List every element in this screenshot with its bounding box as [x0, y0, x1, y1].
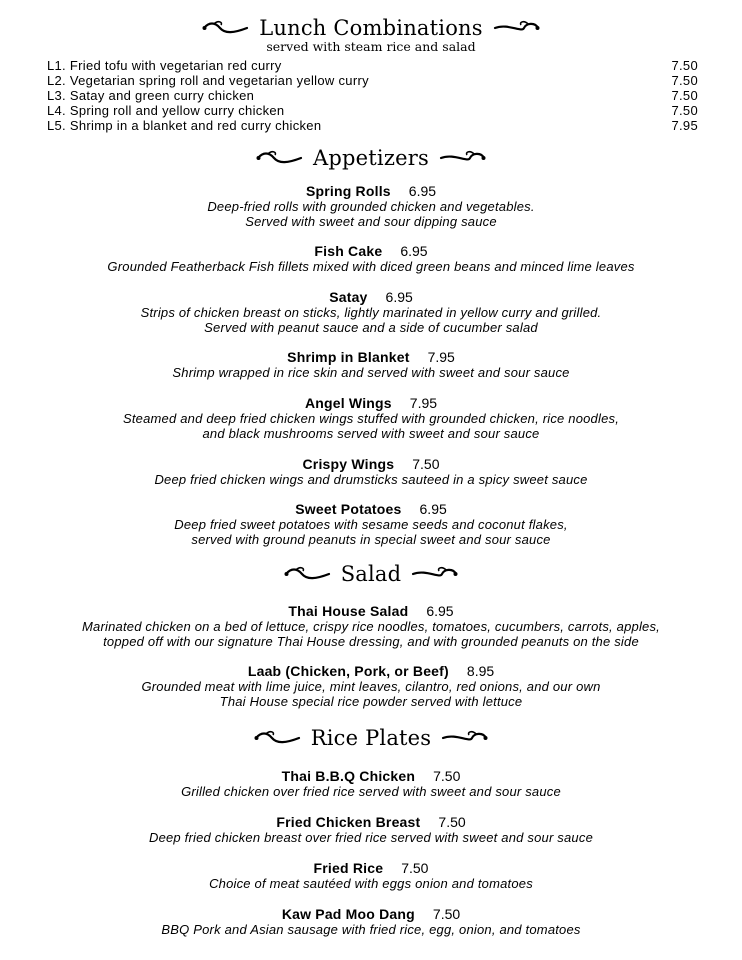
right-flourish-icon	[439, 149, 487, 167]
appetizers-header	[0, 146, 742, 170]
item-price: 6.95	[385, 289, 413, 305]
item-description: Grounded meat with lime juice, mint leaves, cilantro, red onions, and our own	[141, 679, 601, 694]
lunch-item-price: 7.95	[671, 118, 698, 133]
salad-header	[0, 562, 742, 586]
item-price: 7.50	[432, 906, 461, 922]
lunch-item-name: L3. Satay and green curry chicken	[47, 88, 255, 103]
lunch-item	[47, 73, 698, 88]
item-name: Fried Chicken Breast	[276, 814, 421, 830]
salad-item	[0, 663, 742, 709]
appetizers-item	[0, 501, 742, 547]
item-name: Thai B.B.Q Chicken	[281, 768, 416, 784]
right-flourish-icon	[411, 565, 459, 583]
lunch-title: Lunch Combinations	[259, 16, 483, 40]
lunch-item	[47, 103, 698, 118]
lunch-item-name: L2. Vegetarian spring roll and vegetarian yellow curry	[47, 73, 369, 88]
appetizers-item	[0, 349, 742, 380]
right-flourish-icon	[493, 19, 541, 37]
rice-section	[0, 726, 742, 750]
lunch-item-price: 7.50	[671, 73, 698, 88]
appetizers-item	[0, 183, 742, 229]
item-description: Strips of chicken breast on sticks, lightly marinated in yellow curry and grilled.	[140, 305, 602, 320]
item-name: Satay	[329, 289, 368, 305]
lunch-section	[0, 16, 742, 133]
item-name: Angel Wings	[304, 395, 392, 411]
item-name: Laab (Chicken, Pork, or Beef)	[247, 663, 449, 679]
item-name: Kaw Pad Moo Dang	[281, 906, 415, 922]
item-description: Deep fried sweet potatoes with sesame seeds and coconut flakes,	[174, 517, 568, 532]
appetizers-section	[0, 146, 742, 170]
item-price: 6.95	[419, 501, 447, 517]
item-name: Shrimp in Blanket	[287, 349, 410, 365]
lunch-item	[47, 118, 698, 133]
item-name: Sweet Potatoes	[295, 501, 402, 517]
lunch-item-name: L1. Fried tofu with vegetarian red curry	[47, 58, 282, 73]
item-price: 8.95	[466, 663, 495, 679]
item-description: Grilled chicken over fried rice served with sweet and sour sauce	[181, 784, 561, 799]
item-description: Served with peanut sauce and a side of cucumber salad	[204, 320, 538, 335]
left-flourish-icon	[201, 19, 249, 37]
appetizers-item	[0, 456, 742, 487]
appetizers-item	[0, 243, 742, 274]
lunch-item-name: L4. Spring roll and yellow curry chicken	[47, 103, 285, 118]
item-description: Marinated chicken on a bed of lettuce, crispy rice noodles, tomatoes, cucumbers, carrots, apples,	[82, 619, 660, 634]
lunch-item-price: 7.50	[671, 58, 698, 73]
rice-title: Rice Plates	[310, 726, 432, 750]
item-price: 7.50	[438, 814, 466, 830]
left-flourish-icon	[255, 149, 303, 167]
lunch-item-name: L5. Shrimp in a blanket and red curry chicken	[47, 118, 322, 133]
item-price: 6.95	[408, 183, 437, 199]
salad-item	[0, 603, 742, 649]
item-description: Steamed and deep fried chicken wings stuffed with grounded chicken, rice noodles,	[122, 411, 620, 426]
item-description: Served with sweet and sour dipping sauce	[245, 214, 497, 229]
appetizers-item	[0, 289, 742, 335]
item-description: Shrimp wrapped in rice skin and served with sweet and sour sauce	[172, 365, 570, 380]
item-description: Grounded Featherback Fish fillets mixed with diced green beans and minced lime leaves	[107, 259, 635, 274]
item-price: 7.95	[427, 349, 455, 365]
item-name: Fish Cake	[314, 243, 383, 259]
left-flourish-icon	[283, 565, 331, 583]
lunch-item	[47, 88, 698, 103]
right-flourish-icon	[441, 729, 489, 747]
rice-item	[0, 906, 742, 937]
item-description: BBQ Pork and Asian sausage with fried rice, egg, onion, and tomatoes	[161, 922, 581, 937]
lunch-list	[47, 58, 698, 133]
lunch-item-price: 7.50	[671, 103, 698, 118]
item-price: 7.50	[401, 860, 429, 876]
item-price: 7.50	[412, 456, 440, 472]
left-flourish-icon	[253, 729, 301, 747]
item-name: Spring Rolls	[305, 183, 391, 199]
item-name: Crispy Wings	[302, 456, 395, 472]
rice-item	[0, 768, 742, 799]
rice-item	[0, 814, 742, 845]
item-price: 6.95	[426, 603, 454, 619]
item-name: Thai House Salad	[288, 603, 409, 619]
appetizers-item	[0, 395, 742, 441]
item-name: Fried Rice	[313, 860, 384, 876]
item-price: 6.95	[400, 243, 428, 259]
salad-section	[0, 562, 742, 586]
item-description: and black mushrooms served with sweet and sour sauce	[202, 426, 540, 441]
item-description: served with ground peanuts in special sweet and sour sauce	[191, 532, 551, 547]
salad-title: Salad	[340, 562, 402, 586]
item-description: Deep fried chicken breast over fried rice served with sweet and sour sauce	[148, 830, 593, 845]
item-description: Deep fried chicken wings and drumsticks sauteed in a spicy sweet sauce	[154, 472, 588, 487]
rice-header	[0, 726, 742, 750]
rice-item	[0, 860, 742, 891]
item-description: topped off with our signature Thai House dressing, and with grounded peanuts on the side	[103, 634, 639, 649]
item-price: 7.95	[409, 395, 438, 411]
item-price: 7.50	[433, 768, 461, 784]
item-description: Thai House special rice powder served with lettuce	[219, 694, 523, 709]
item-description: Deep-fried rolls with grounded chicken and vegetables.	[207, 199, 535, 214]
lunch-item	[47, 58, 698, 73]
lunch-item-price: 7.50	[671, 88, 698, 103]
lunch-subtitle: served with steam rice and salad	[266, 39, 476, 54]
item-description: Choice of meat sautéed with eggs onion and tomatoes	[209, 876, 533, 891]
lunch-header	[0, 16, 742, 40]
appetizers-title: Appetizers	[313, 146, 429, 170]
